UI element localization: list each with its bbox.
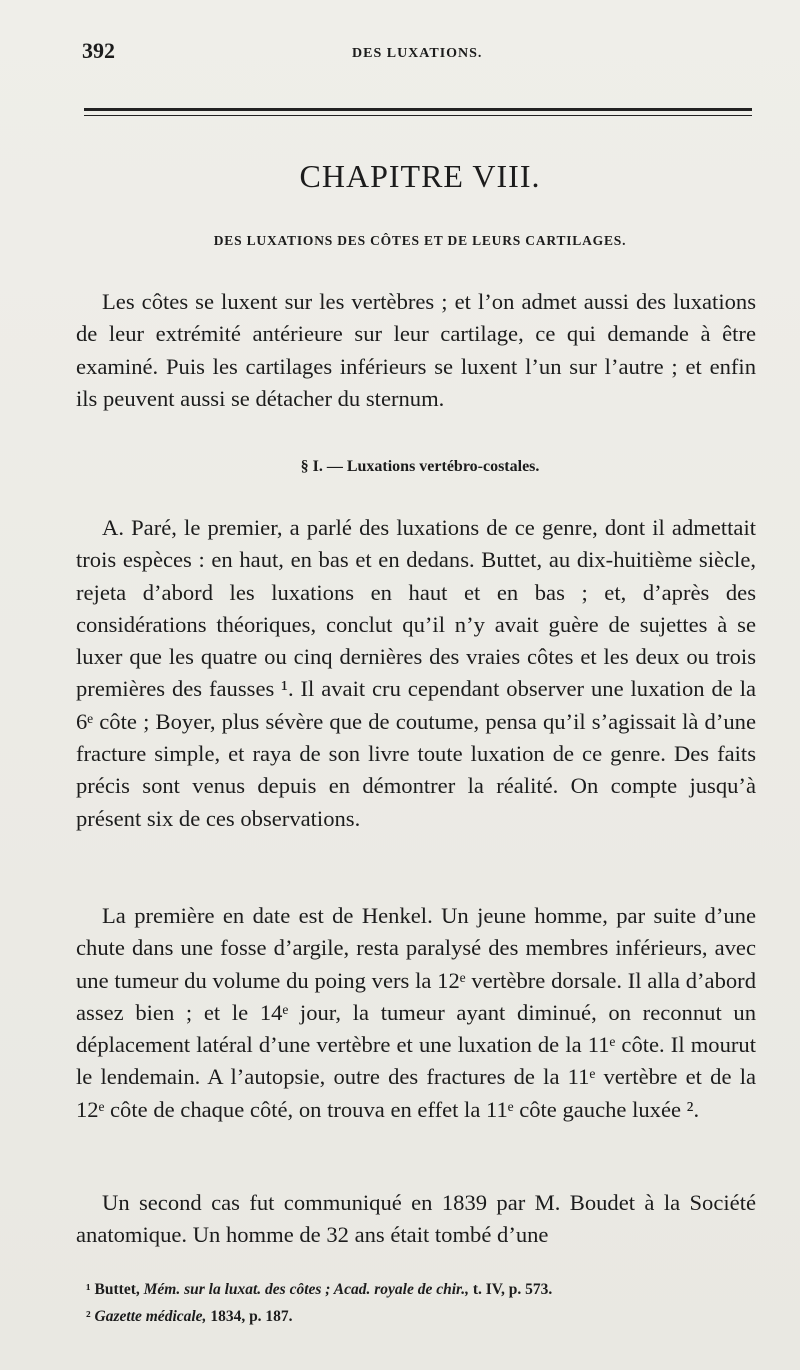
footnote-2 <box>86 1303 756 1330</box>
footnotes <box>86 1276 756 1330</box>
footnote-1-author: Buttet, <box>94 1281 140 1298</box>
paragraph-boudet-case: Un second cas fut communiqué en 1839 par M. Boudet à la Société anatomique. Un homme de 32 ans était tombé d’une <box>76 1190 756 1248</box>
header-rule-thin <box>84 115 752 116</box>
paragraph-henkel-case: La première en date est de Henkel. Un jeune homme, par suite d’une chute dans une fosse d’argile, resta paralysé des membres inférieurs, avec une tumeur du volume du poing vers la 12ᵉ vertèbre dorsale. Il alla d’abord assez bien ; et le 14ᵉ jour, la tumeur ayant diminué, on reconnut un déplacement latéral d’une vertèbre et une luxation de la 11ᵉ côte. Il mourut le lendemain. A l’autopsie, outre des fractures de la 11ᵉ vertèbre et de la 12ᵉ côte de chaque côté, on trouva en effet la 11ᵉ côte gauche luxée ². <box>76 903 756 1122</box>
running-title: DES LUXATIONS. <box>352 46 483 61</box>
footnote-2-reference: 1834, p. 187. <box>210 1308 293 1325</box>
section-heading: § I. — Luxations vertébro-costales. <box>300 458 540 475</box>
footnote-1-work: Mém. sur la luxat. des côtes ; Acad. royale de chir., <box>143 1281 469 1298</box>
chapter-title: CHAPITRE VIII. <box>299 158 541 194</box>
paragraph-intro: Les côtes se luxent sur les vertèbres ; et l’on admet aussi des luxations de leur extrémité antérieure sur leur cartilage, ce qui demande à être examiné. Puis les cartilages inférieurs se luxent l’un sur l’autre ; et enfin ils peuvent aussi se détacher du sternum. <box>76 289 756 411</box>
running-head <box>82 38 752 74</box>
page-number: 392 <box>82 38 115 63</box>
footnote-2-mark: ² <box>86 1308 91 1325</box>
chapter-subtitle: DES LUXATIONS DES CÔTES ET DE LEURS CARTILAGES. <box>213 233 627 248</box>
footnote-1-reference: t. IV, p. 573. <box>472 1281 553 1298</box>
header-rule-thick <box>84 108 752 111</box>
paragraph-history: A. Paré, le premier, a parlé des luxations de ce genre, dont il admettait trois espèces : en haut, en bas et en dedans. Buttet, au dix-huitième siècle, rejeta d’abord les luxations en haut et en bas ; et, d’après des considérations théoriques, conclut qu’il n’y avait guère de sujettes à se luxer que les quatre ou cinq dernières des vraies côtes et les deux ou trois premières des fausses ¹. Il avait cru cependant observer une luxation de la 6ᵉ côte ; Boyer, plus sévère que de coutume, pensa qu’il s’agissait là d’une fracture simple, et raya de son livre toute luxation de ce genre. Des faits précis sont venus depuis en démontrer la réalité. On compte jusqu’à présent six de ces observations. <box>76 515 756 831</box>
footnote-2-journal: Gazette médicale, <box>94 1308 207 1325</box>
footnote-1 <box>86 1276 756 1303</box>
footnote-1-mark: ¹ <box>86 1281 91 1298</box>
